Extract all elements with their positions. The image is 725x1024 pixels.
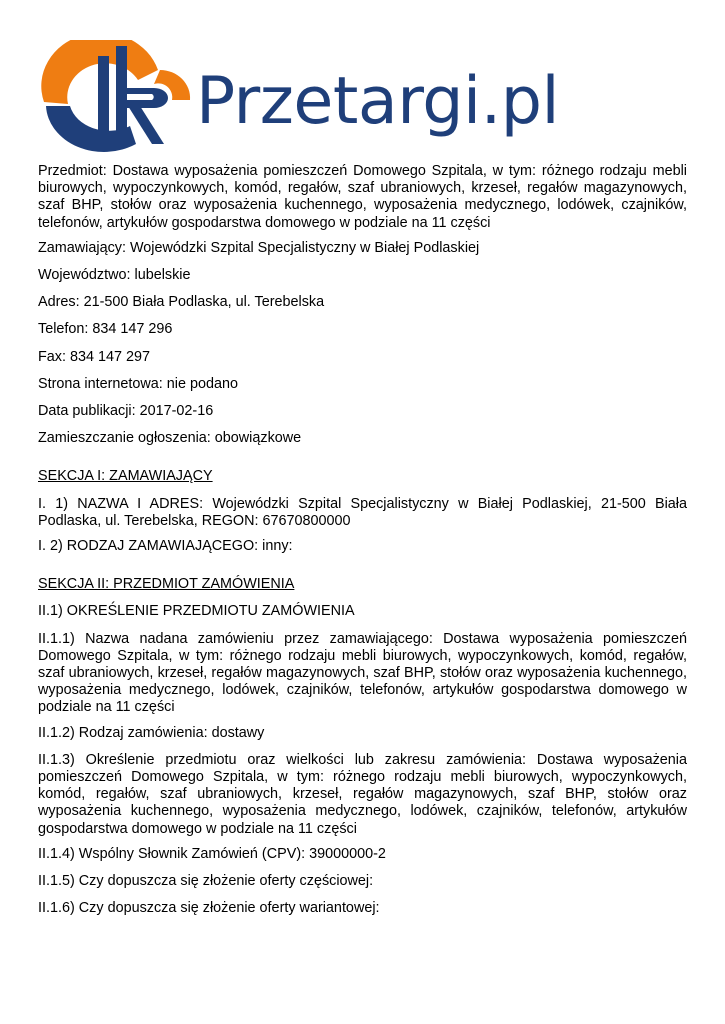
order-name: II.1.1) Nazwa nadana zamówieniu przez zamawiającego: Dostawa wyposażenia pomieszczeń Domowego Szpitala, w tym: różnego rodzaju mebli biurowych, wypoczynkowych, komód, regałów, szaf ubraniowych, krzeseł, regałów magazynowych, szaf BHP, stołów oraz wyposażenia kuchennego, wyposażenia medycznego, lodówek, czajników, telefonów, artykułów gospodarstwa domowego w podziale na 11 części <box>38 630 687 716</box>
section-1-heading: SEKCJA I: ZAMAWIAJĄCY <box>38 468 213 485</box>
logo-wordmark: Przetargi.pl <box>196 64 560 139</box>
order-type: II.1.2) Rodzaj zamówienia: dostawy <box>38 724 265 741</box>
tender-notice <box>38 163 687 918</box>
cpv-code: II.1.4) Wspólny Słownik Zamówień (CPV): 39000000-2 <box>38 845 386 862</box>
buyer-name-address: I. 1) NAZWA I ADRES: Wojewódzki Szpital Specjalistyczny w Białej Podlaskiej, 21-500 Biała Podlaska, ul. Terebelska, REGON: 67670800000 <box>38 495 687 529</box>
buyer-text: Zamawiający: Wojewódzki Szpital Specjalistyczny w Białej Podlaskiej <box>38 239 480 256</box>
przetargi-logo[interactable] <box>40 40 560 155</box>
partial-offer: II.1.5) Czy dopuszcza się złożenie oferty częściowej: <box>38 873 374 890</box>
buyer-type: I. 2) RODZAJ ZAMAWIAJĄCEGO: inny: <box>38 538 293 555</box>
voivodeship-text: Województwo: lubelskie <box>38 267 191 284</box>
order-scope: II.1.3) Określenie przedmiotu oraz wielkości lub zakresu zamówienia: Dostawa wyposażenia pomieszczeń Domowego Szpitala, w tym: różnego rodzaju mebli biurowych, wypoczynkowych, komód, regałów, szaf ubraniowych, krzeseł, regałów magazynowych, szaf BHP, stołów oraz wyposażenia kuchennego, wyposażenia medycznego, lodówek, czajników, telefonów, artykułów gospodarstwa domowego w podziale na 11 części <box>38 751 687 837</box>
logo-mark-icon <box>40 40 200 155</box>
section-2-subheading: II.1) OKREŚLENIE PRZEDMIOTU ZAMÓWIENIA <box>38 603 355 620</box>
address-text: Adres: 21-500 Biała Podlaska, ul. Terebelska <box>38 294 325 311</box>
subject-text: Przedmiot: Dostawa wyposażenia pomieszczeń Domowego Szpitala, w tym: różnego rodzaju mebli biurowych, wypoczynkowych, komód, regałów, szaf ubraniowych, krzeseł, regałów magazynowych, szaf BHP, stołów oraz wyposażenia kuchennego, wyposażenia medycznego, lodówek, czajników, telefonów, artykułów gospodarstwa domowego w podziale na 11 części <box>38 163 687 231</box>
publication-date-text: Data publikacji: 2017-02-16 <box>38 403 214 420</box>
notice-type-text: Zamieszczanie ogłoszenia: obowiązkowe <box>38 430 302 447</box>
fax-text: Fax: 834 147 297 <box>38 348 151 365</box>
variant-offer: II.1.6) Czy dopuszcza się złożenie oferty wariantowej: <box>38 900 380 917</box>
website-text: Strona internetowa: nie podano <box>38 375 239 392</box>
phone-text: Telefon: 834 147 296 <box>38 321 173 338</box>
section-2-heading: SEKCJA II: PRZEDMIOT ZAMÓWIENIA <box>38 576 295 593</box>
